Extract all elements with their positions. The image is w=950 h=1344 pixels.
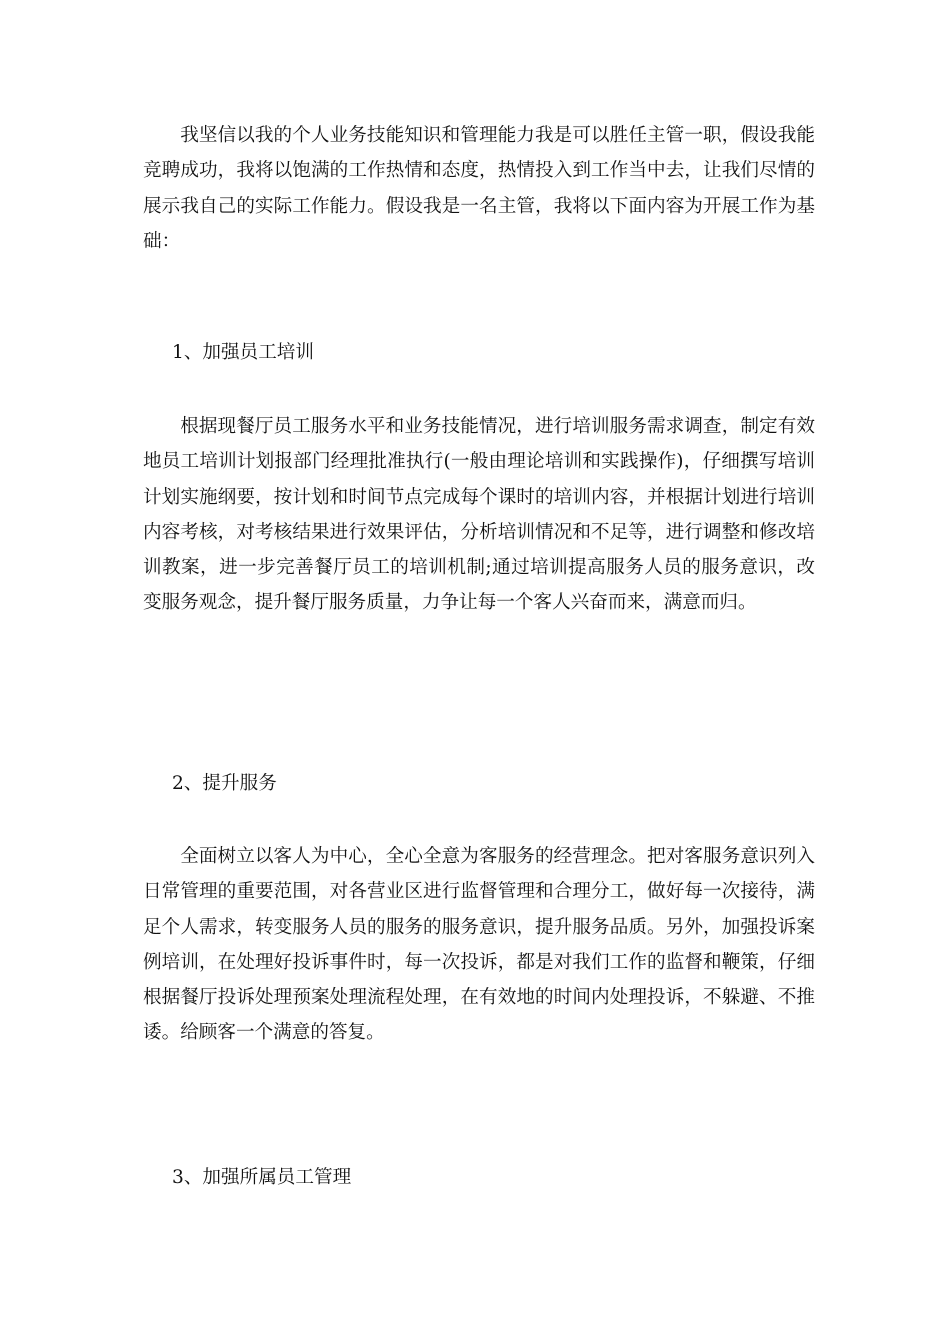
section-heading-improve-service: 2、提升服务 [172,773,277,794]
improve-service-paragraph: 全面树立以客人为中心，全心全意为客服务的经营理念。把对客服务意识列入日常管理的重要范围，对各营业区进行监督管理和合理分工，做好每一次接待，满足个人需求，转变服务人员的服务的服务意识，提升服务品质。另外，加强投诉案例培训，在处理好投诉事件时，每一次投诉，都是对我们工作的监督和鞭策，仔细根据餐厅投诉处理预案处理流程处理，在有效地的时间内处理投诉，不躲避、不推诿。给顾客一个满意的答复。 [143,846,815,1044]
intro-paragraph: 我坚信以我的个人业务技能知识和管理能力我是可以胜任主管一职，假设我能竞聘成功，我将以饱满的工作热情和态度，热情投入到工作当中去，让我们尽情的展示我自己的实际工作能力。假设我是一名主管，我将以下面内容为开展工作为基础： [143,125,815,252]
section-heading-staff-training: 1、加强员工培训 [172,342,314,363]
section-heading-staff-management: 3、加强所属员工管理 [172,1167,352,1188]
staff-training-paragraph: 根据现餐厅员工服务水平和业务技能情况，进行培训服务需求调查，制定有效地员工培训计划报部门经理批准执行(一般由理论培训和实践操作)，仔细撰写培训计划实施纲要，按计划和时间节点完成每个课时的培训内容，并根据计划进行培训内容考核，对考核结果进行效果评估，分析培训情况和不足等，进行调整和修改培训教案，进一步完善餐厅员工的培训机制;通过培训提高服务人员的服务意识，改变服务观念，提升餐厅服务质量，力争让每一个客人兴奋而来，满意而归。 [143,416,815,614]
